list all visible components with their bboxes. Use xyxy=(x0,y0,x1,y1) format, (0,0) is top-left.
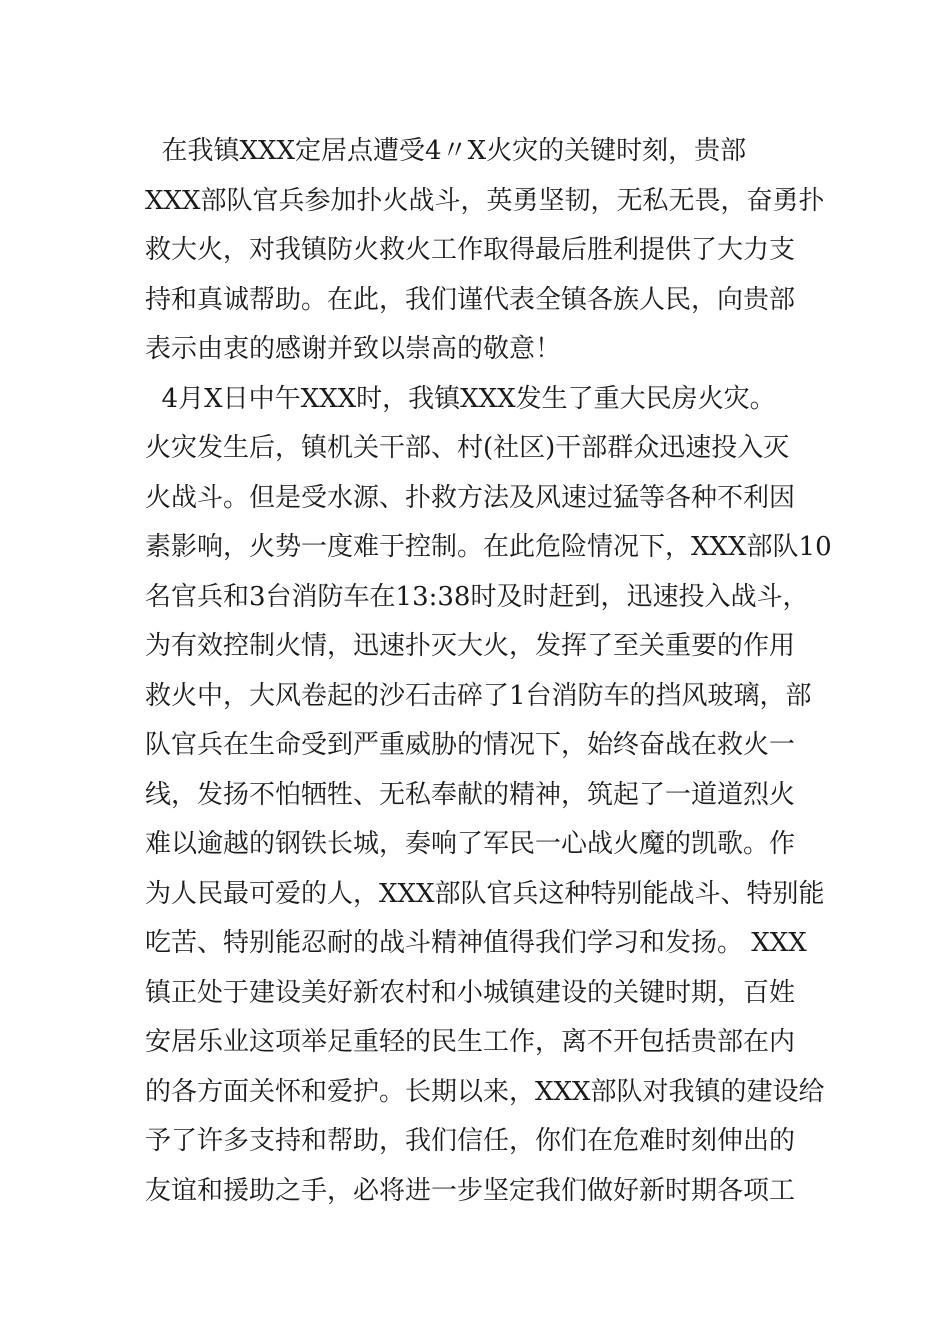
text-line: 难以逾越的钢铁长城，奏响了军民一心战火魔的凯歌。作 xyxy=(145,829,796,859)
text-line: 火灾发生后，镇机关干部、村(社区)干部群众迅速投入灭 xyxy=(145,433,790,463)
text-line: 线，发扬不怕牺牲、无私奉献的精神，筑起了一道道烈火 xyxy=(145,779,796,810)
document-body xyxy=(145,127,832,1216)
text-line: 救大火，对我镇防火救火工作取得最后胜利提供了大力支 xyxy=(145,235,796,265)
text-line: 安居乐业这项举足重轻的民生工作，离不开包括贵部在内 xyxy=(145,1027,796,1057)
text-line: 队官兵在生命受到严重威胁的情况下，始终奋战在救火一 xyxy=(145,730,796,760)
text-line: 为有效控制火情，迅速扑灭大火，发挥了至关重要的作用 xyxy=(145,631,796,661)
text-line: 救火中，大风卷起的沙石击碎了1台消防车的挡风玻璃，部 xyxy=(145,680,812,711)
text-line: 予了许多支持和帮助，我们信任，你们在危难时刻伸出的 xyxy=(145,1126,796,1156)
text-line: 镇正处于建设美好新农村和小城镇建设的关键时期，百姓 xyxy=(145,977,796,1008)
text-line: 吃苦、特别能忍耐的战斗精神值得我们学习和发扬。 XXX xyxy=(145,928,807,958)
text-line: 名官兵和3台消防车在13:38时及时赶到，迅速投入战斗， xyxy=(145,581,809,612)
text-line: 4月X日中午XXX时，我镇XXX发生了重大民房火灾。 xyxy=(145,383,776,414)
text-line: 在我镇XXX定居点遭受4〃X火灾的关键时刻，贵部 xyxy=(145,136,747,166)
text-line: 表示由衷的感谢并致以崇高的敬意！ xyxy=(145,334,562,364)
text-line: 友谊和援助之手，必将进一步坚定我们做好新时期各项工 xyxy=(145,1175,796,1206)
text-line: XXX部队官兵参加扑火战斗，英勇坚韧，无私无畏，奋勇扑 xyxy=(145,185,825,216)
text-line: 素影响，火势一度难于控制。在此危险情况下，XXX部队10 xyxy=(145,532,832,562)
text-line: 火战斗。但是受水源、扑救方法及风速过猛等各种不利因 xyxy=(145,482,796,513)
text-line: 为人民最可爱的人，XXX部队官兵这种特别能战斗、特别能 xyxy=(145,878,825,909)
text-line: 持和真诚帮助。在此，我们谨代表全镇各族人民，向贵部 xyxy=(145,284,796,315)
text-line: 的各方面关怀和爱护。长期以来，XXX部队对我镇的建设给 xyxy=(145,1076,825,1107)
